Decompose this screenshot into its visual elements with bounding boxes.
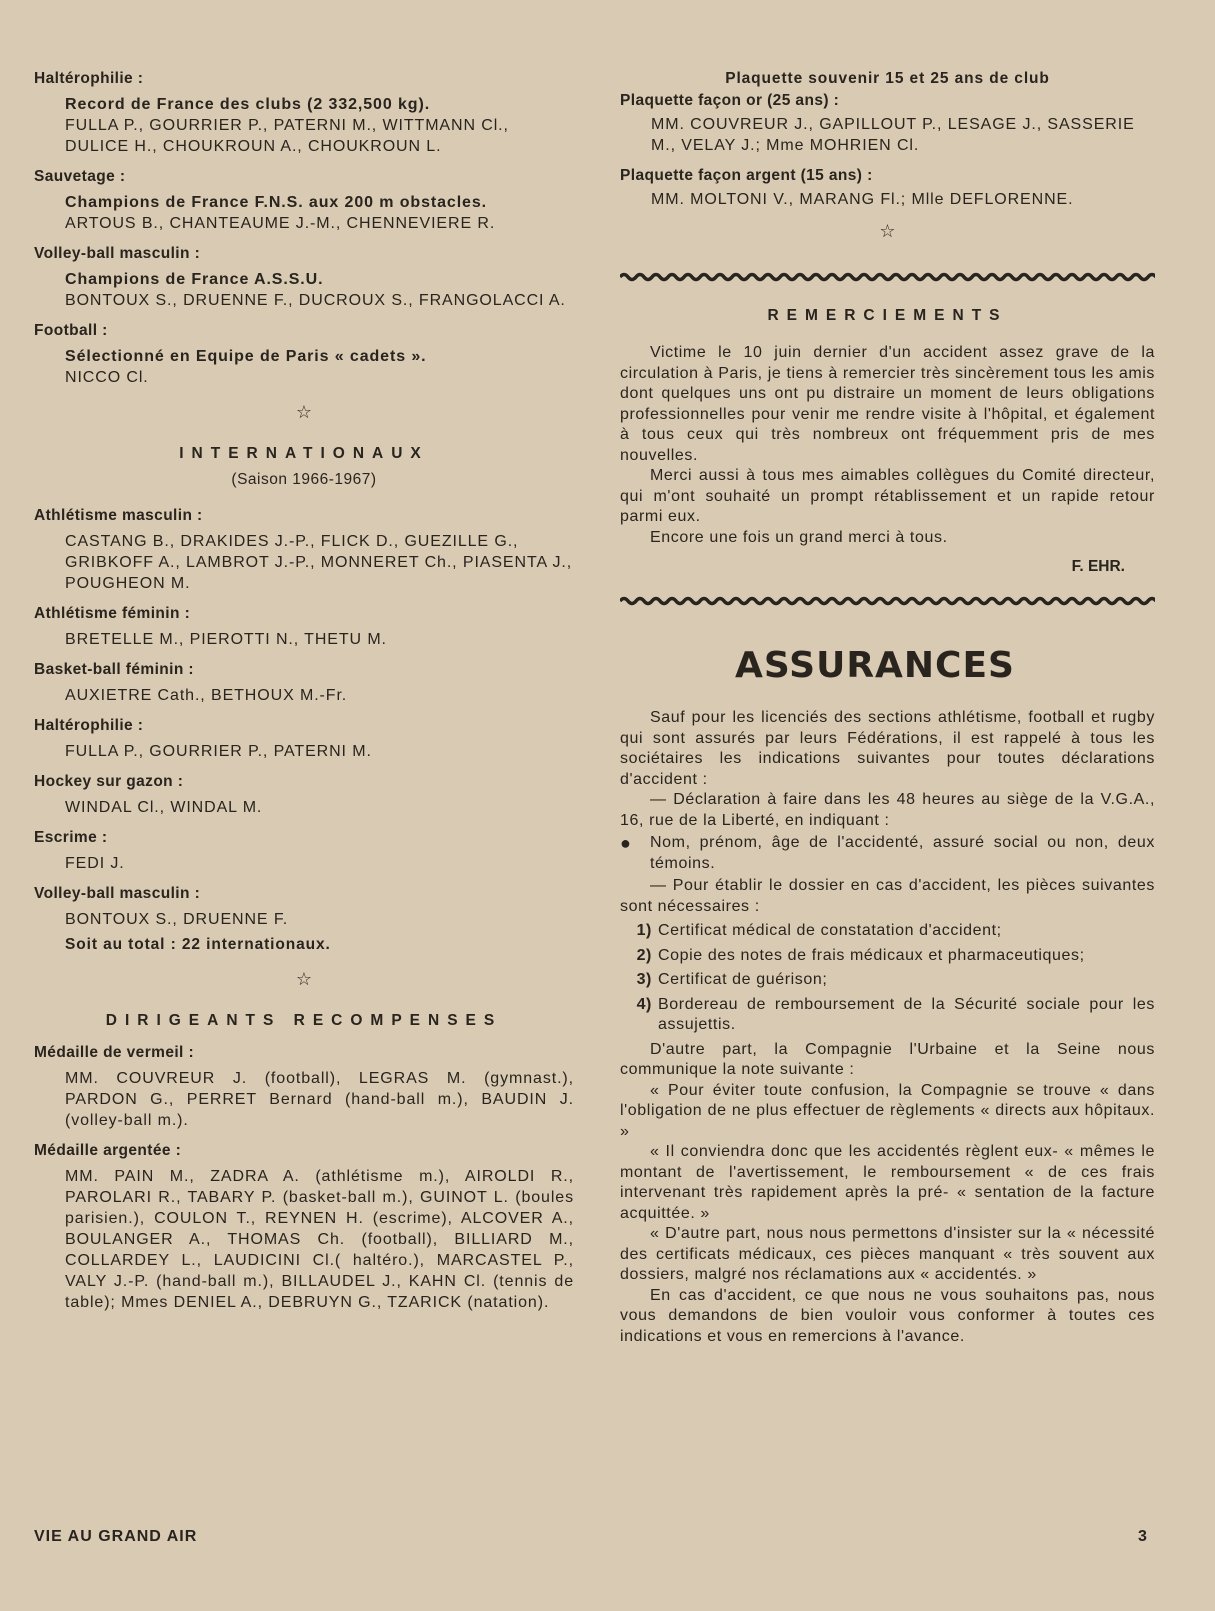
star-divider: ☆ bbox=[295, 402, 313, 422]
names: MM. MOLTONI V., MARANG Fl.; Mlle DEFLORENNE. bbox=[651, 191, 1074, 208]
right-column bbox=[620, 70, 1155, 1347]
star-divider: ☆ bbox=[879, 221, 896, 241]
item-text: Certificat médical de constatation d'accident; bbox=[658, 922, 1002, 939]
paragraph: — Pour établir le dossier en cas d'accident, les pièces suivantes sont nécessaires : bbox=[620, 877, 1155, 915]
assurances-text bbox=[620, 708, 1155, 917]
bullet-item bbox=[620, 833, 1155, 874]
section-heading: Plaquette façon argent (15 ans) : bbox=[620, 167, 873, 184]
numbered-list bbox=[620, 921, 1155, 1036]
list-item bbox=[620, 995, 1155, 1036]
names: MM. COUVREUR J., GAPILLOUT P., LESAGE J., SASSERIE M., VELAY J.; Mme MOHRIEN Cl. bbox=[651, 116, 1135, 154]
record-line: Champions de France F.N.S. aux 200 m obstacles. bbox=[65, 194, 487, 211]
section-heading: Haltérophilie : bbox=[34, 717, 144, 734]
record-halterophilie bbox=[34, 70, 574, 157]
assurances-title: ASSURANCES bbox=[735, 645, 1015, 686]
record-line: Champions de France A.S.S.U. bbox=[65, 271, 324, 288]
section-heading: Football : bbox=[34, 322, 108, 339]
left-column bbox=[34, 70, 574, 1324]
plaquette-or bbox=[620, 92, 1155, 156]
names: CASTANG B., DRAKIDES J.-P., FLICK D., GUEZILLE G., GRIBKOFF A., LAMBROT J.-P., MONNERET Ch., PIASENTA J., POUGHEON M. bbox=[65, 533, 573, 592]
record-names: NICCO Cl. bbox=[65, 369, 149, 386]
list-item bbox=[620, 946, 1155, 967]
section-heading: Haltérophilie : bbox=[34, 70, 144, 87]
plaquette-argent bbox=[620, 167, 1155, 210]
remerciements-text bbox=[620, 343, 1155, 548]
assurances-note bbox=[620, 1040, 1155, 1348]
page-number: 3 bbox=[1138, 1528, 1148, 1545]
names: MM. COUVREUR J. (football), LEGRAS M. (gymnast.), PARDON G., PERRET Bernard (hand-ball m.), BAUDIN J. (volley-ball m.). bbox=[65, 1070, 574, 1129]
item-number: 1) bbox=[636, 922, 652, 939]
names: MM. PAIN M., ZADRA A. (athlétisme m.), AIROLDI R., PAROLARI R., TABARY P. (basket-ball m.), GUINOT L. (boules parisien.), COULON T., REYNEN H. (escrime), ALCOVER A., BOULANGER A., THOMAS Ch. (football), BILLIARD M., COLLARDEY L., LAUDICINI Cl.( haltéro.), MARCASTEL P., VALY J.-P. (hand-ball m.), BILLAUDEL J., KAHN Cl. (tennis de table); Mmes DENIEL A., DEBRUYN G., TZARICK (natation). bbox=[65, 1168, 574, 1311]
record-volley bbox=[34, 245, 574, 311]
magazine-name: VIE AU GRAND AIR bbox=[34, 1528, 198, 1545]
internationaux-subtitle: (Saison 1966-1967) bbox=[231, 471, 377, 488]
item-number: 4) bbox=[636, 995, 652, 1013]
names: WINDAL Cl., WINDAL M. bbox=[65, 799, 263, 816]
section-heading: Sauvetage : bbox=[34, 168, 126, 185]
plaquette-heading: Plaquette souvenir 15 et 25 ans de club bbox=[725, 70, 1050, 87]
paragraph: Encore une fois un grand merci à tous. bbox=[650, 528, 948, 546]
wavy-rule bbox=[620, 270, 1155, 284]
item-number: 3) bbox=[636, 971, 652, 988]
section-heading: Volley-ball masculin : bbox=[34, 885, 201, 902]
dirigeants-title: DIRIGEANTS RECOMPENSES bbox=[105, 1012, 503, 1029]
intl-section bbox=[34, 829, 574, 874]
record-line: Sélectionné en Equipe de Paris « cadets ». bbox=[65, 348, 427, 365]
item-text: Certificat de guérison; bbox=[658, 971, 828, 988]
names: BONTOUX S., DRUENNE F. bbox=[65, 911, 289, 928]
names: BRETELLE M., PIEROTTI N., THETU M. bbox=[65, 631, 387, 648]
section-heading: Volley-ball masculin : bbox=[34, 245, 201, 262]
list-item bbox=[620, 970, 1155, 991]
record-names: ARTOUS B., CHANTEAUME J.-M., CHENNEVIERE R. bbox=[65, 215, 496, 232]
record-football bbox=[34, 322, 574, 388]
section-heading: Athlétisme masculin : bbox=[34, 507, 203, 524]
star-divider: ☆ bbox=[295, 969, 313, 989]
paragraph: Merci aussi à tous mes aimables collègues du Comité directeur, qui m'ont souhaité un prompt rétablissement et un rapide retour parmi eux. bbox=[620, 467, 1155, 525]
record-line: Record de France des clubs (2 332,500 kg). bbox=[65, 96, 431, 113]
section-heading: Médaille argentée : bbox=[34, 1142, 182, 1159]
medal-section bbox=[34, 1044, 574, 1131]
paragraph: « Pour éviter toute confusion, la Compagnie se trouve « dans l'obligation de ne plus effectuer de règlements « directs aux hôpitaux. » bbox=[620, 1081, 1155, 1140]
intl-section bbox=[34, 661, 574, 706]
remerciements-title: REMERCIEMENTS bbox=[767, 307, 1008, 324]
section-heading: Hockey sur gazon : bbox=[34, 773, 184, 790]
section-heading: Médaille de vermeil : bbox=[34, 1044, 195, 1061]
intl-section bbox=[34, 507, 574, 594]
paragraph: En cas d'accident, ce que nous ne vous souhaitons pas, nous vous demandons de bien vouloir vous conformer à toutes ces indications et vous en remercions à l'avance. bbox=[620, 1286, 1155, 1345]
signature: F. EHR. bbox=[1071, 558, 1125, 575]
section-heading: Basket-ball féminin : bbox=[34, 661, 194, 678]
item-text: Bordereau de remboursement de la Sécurité sociale pour les assujettis. bbox=[658, 995, 1155, 1033]
paragraph: « Il conviendra donc que les accidentés règlent eux- « mêmes le montant de l'avertissement, le remboursement « de ces frais intervenant très rapidement après la pré- « sentation de la facture acquittée. » bbox=[620, 1143, 1155, 1222]
record-sauvetage bbox=[34, 168, 574, 234]
medal-section bbox=[34, 1142, 574, 1313]
list-item bbox=[620, 921, 1155, 942]
wavy-rule bbox=[620, 594, 1155, 608]
section-heading: Escrime : bbox=[34, 829, 108, 846]
bullet-icon: ● bbox=[620, 833, 632, 853]
record-names: FULLA P., GOURRIER P., PATERNI M., WITTMANN Cl., DULICE H., CHOUKROUN A., CHOUKROUN L. bbox=[65, 117, 509, 155]
intl-section bbox=[34, 605, 574, 650]
intl-section bbox=[34, 885, 574, 930]
intl-section bbox=[34, 717, 574, 762]
bullet-text: Nom, prénom, âge de l'accidenté, assuré social ou non, deux témoins. bbox=[650, 834, 1155, 872]
names: AUXIETRE Cath., BETHOUX M.-Fr. bbox=[65, 687, 348, 704]
paragraph: Victime le 10 juin dernier d'un accident assez grave de la circulation à Paris, je tiens à remercier très sincèrement tous les amis dont quelques uns ont pu distraire un moment de leurs obligations professionnelles pour venir me rendre visite à l'hôpital, et également à tous ceux qui très nombreux ont fréquemment pris de mes nouvelles. bbox=[620, 344, 1155, 464]
names: FEDI J. bbox=[65, 855, 125, 872]
section-heading: Athlétisme féminin : bbox=[34, 605, 191, 622]
item-text: Copie des notes de frais médicaux et pharmaceutiques; bbox=[658, 946, 1085, 964]
intl-section bbox=[34, 773, 574, 818]
record-names: BONTOUX S., DRUENNE F., DUCROUX S., FRANGOLACCI A. bbox=[65, 292, 566, 309]
paragraph: Sauf pour les licenciés des sections athlétisme, football et rugby qui sont assurés par leurs Fédérations, il est rappelé à tous les sociétaires les indications suivantes pour toutes déclarations d'accident : bbox=[620, 709, 1155, 788]
internationaux-title: INTERNATIONAUX bbox=[179, 445, 429, 462]
internationaux-total: Soit au total : 22 internationaux. bbox=[65, 936, 331, 953]
paragraph: D'autre part, la Compagnie l'Urbaine et la Seine nous communique la note suivante : bbox=[620, 1040, 1155, 1078]
paragraph: « D'autre part, nous nous permettons d'insister sur la « nécessité des certificats médicaux, ces pièces manquant « très souvent aux dossiers, malgré nos réclamations aux « accidentés. » bbox=[620, 1225, 1155, 1283]
paragraph: — Déclaration à faire dans les 48 heures au siège de la V.G.A., 16, rue de la Liberté, en indiquant : bbox=[620, 791, 1155, 829]
section-heading: Plaquette façon or (25 ans) : bbox=[620, 92, 840, 109]
item-number: 2) bbox=[636, 946, 652, 964]
names: FULLA P., GOURRIER P., PATERNI M. bbox=[65, 743, 372, 760]
